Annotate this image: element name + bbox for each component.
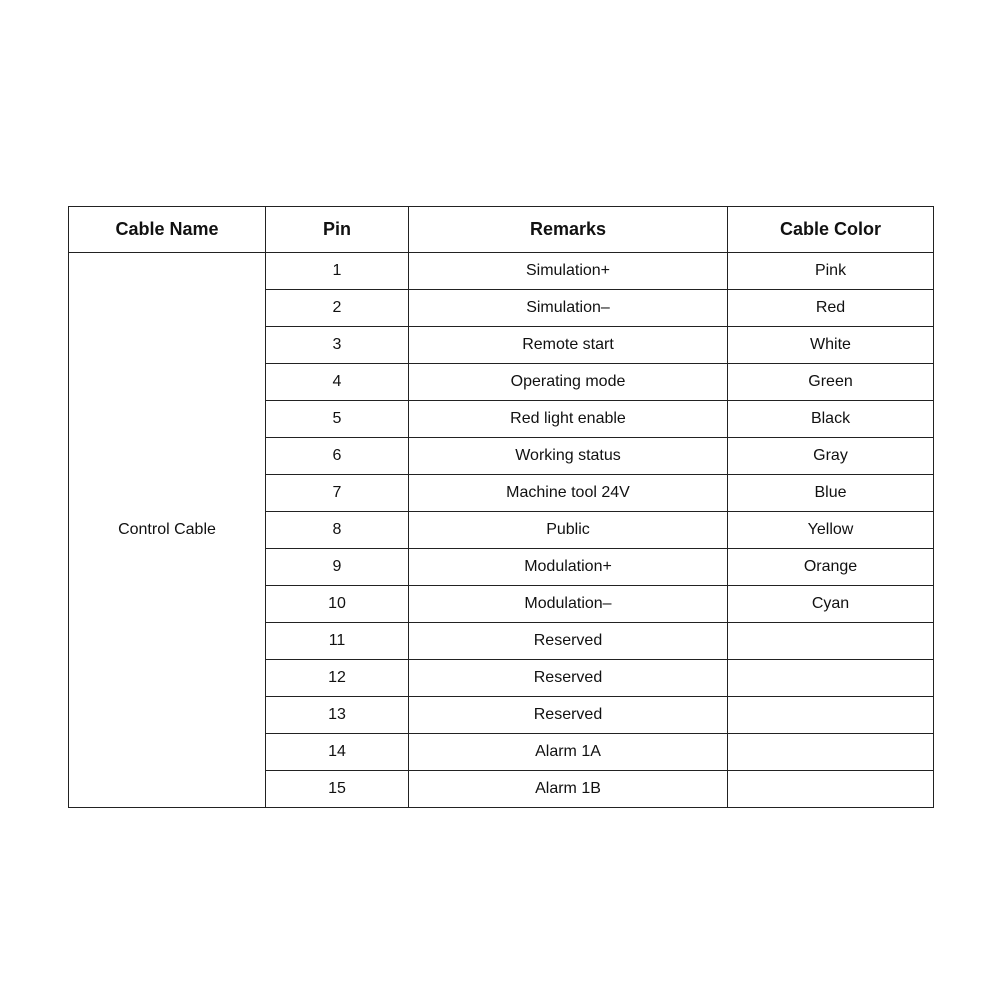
pin-cell: 8 xyxy=(266,512,409,549)
header-pin: Pin xyxy=(266,207,409,253)
cable-pin-table xyxy=(68,206,934,808)
pin-cell: 13 xyxy=(266,697,409,734)
cable-color-cell xyxy=(728,771,934,808)
pin-cell: 3 xyxy=(266,327,409,364)
cable-color-cell xyxy=(728,660,934,697)
cable-color-cell xyxy=(728,623,934,660)
pin-cell: 7 xyxy=(266,475,409,512)
cable-color-cell xyxy=(728,697,934,734)
cable-color-cell: Yellow xyxy=(728,512,934,549)
pin-cell: 12 xyxy=(266,660,409,697)
cable-name-cell: Control Cable xyxy=(69,253,266,808)
pin-cell: 2 xyxy=(266,290,409,327)
header-cable-name: Cable Name xyxy=(69,207,266,253)
remarks-cell: Modulation– xyxy=(409,586,728,623)
cable-color-cell xyxy=(728,734,934,771)
remarks-cell: Working status xyxy=(409,438,728,475)
remarks-cell: Modulation+ xyxy=(409,549,728,586)
cable-color-cell: Black xyxy=(728,401,934,438)
pin-cell: 11 xyxy=(266,623,409,660)
pin-cell: 14 xyxy=(266,734,409,771)
cable-color-cell: Green xyxy=(728,364,934,401)
cable-color-cell: Pink xyxy=(728,253,934,290)
pin-cell: 15 xyxy=(266,771,409,808)
pin-cell: 4 xyxy=(266,364,409,401)
cable-color-cell: Blue xyxy=(728,475,934,512)
table-header xyxy=(69,207,934,253)
remarks-cell: Reserved xyxy=(409,697,728,734)
remarks-cell: Alarm 1A xyxy=(409,734,728,771)
remarks-cell: Machine tool 24V xyxy=(409,475,728,512)
header-cable-color: Cable Color xyxy=(728,207,934,253)
header-remarks: Remarks xyxy=(409,207,728,253)
remarks-cell: Simulation+ xyxy=(409,253,728,290)
remarks-cell: Red light enable xyxy=(409,401,728,438)
pin-cell: 10 xyxy=(266,586,409,623)
pin-cell: 9 xyxy=(266,549,409,586)
remarks-cell: Operating mode xyxy=(409,364,728,401)
remarks-cell: Simulation– xyxy=(409,290,728,327)
cable-color-cell: Gray xyxy=(728,438,934,475)
cable-color-cell: Orange xyxy=(728,549,934,586)
remarks-cell: Reserved xyxy=(409,660,728,697)
remarks-cell: Alarm 1B xyxy=(409,771,728,808)
cable-color-cell: Cyan xyxy=(728,586,934,623)
pin-cell: 6 xyxy=(266,438,409,475)
remarks-cell: Public xyxy=(409,512,728,549)
remarks-cell: Remote start xyxy=(409,327,728,364)
pin-cell: 1 xyxy=(266,253,409,290)
table-row xyxy=(69,253,934,290)
table-body xyxy=(69,253,934,808)
cable-color-cell: Red xyxy=(728,290,934,327)
pin-cell: 5 xyxy=(266,401,409,438)
remarks-cell: Reserved xyxy=(409,623,728,660)
header-row xyxy=(69,207,934,253)
cable-color-cell: White xyxy=(728,327,934,364)
